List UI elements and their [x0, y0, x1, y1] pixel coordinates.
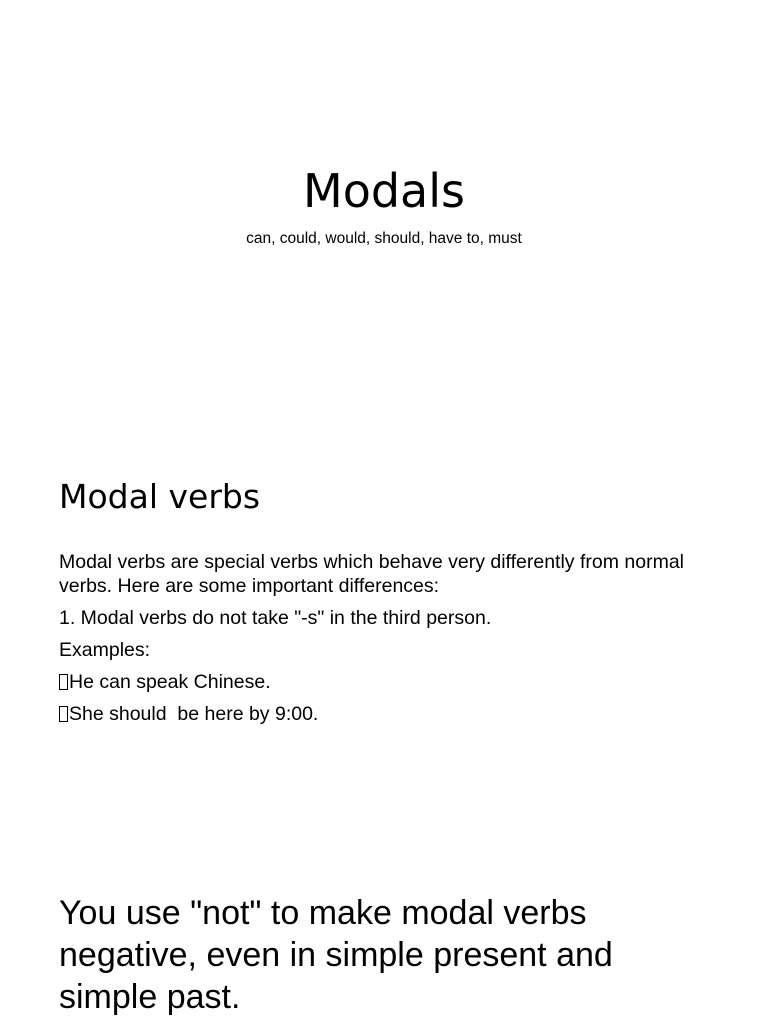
intro-paragraph: Modal verbs are special verbs which behave very differently from normal verbs. Here are some important differences: — [59, 551, 684, 597]
section-heading: Modal verbs — [59, 477, 261, 516]
missing-glyph-icon — [59, 706, 68, 722]
title-slide — [0, 0, 768, 400]
example-item — [59, 702, 699, 726]
example-text: He can speak Chinese. — [69, 671, 271, 693]
page-title: Modals — [303, 164, 465, 218]
point-one: 1. Modal verbs do not take "-s" in the third person. — [59, 607, 492, 629]
content-slide — [0, 400, 768, 830]
body-text — [59, 550, 699, 734]
example-text: She should be here by 9:00. — [69, 703, 319, 725]
statement-slide — [0, 830, 768, 1024]
missing-glyph-icon — [59, 674, 68, 690]
examples-label: Examples: — [59, 639, 151, 661]
subtitle: can, could, would, should, have to, must — [246, 230, 522, 247]
statement-text: You use "not" to make modal verbs negative, even in simple present and simple past. — [59, 894, 613, 1016]
example-item — [59, 670, 699, 694]
